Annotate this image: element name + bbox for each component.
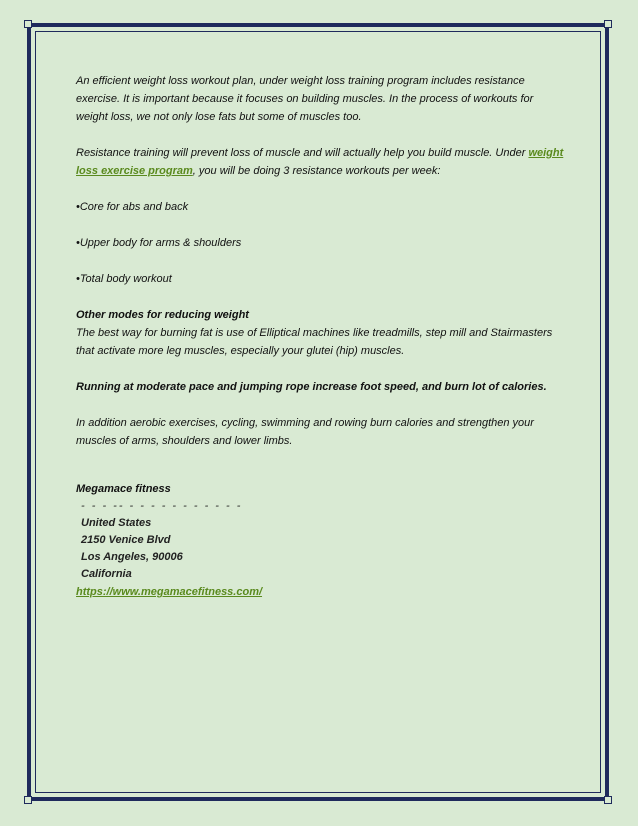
document-body [76, 72, 566, 601]
resistance-paragraph [76, 144, 566, 180]
address-line-street: 2150 Venice Blvd [81, 534, 171, 546]
resistance-text-before: Resistance training will prevent loss of muscle and will actually help you build muscle. Under [76, 147, 529, 159]
border-corner-bottom-right [604, 796, 612, 804]
intro-paragraph: An efficient weight loss workout plan, under weight loss training program includes resistance exercise. It is important because it focuses on building muscles. In the process of workouts for weight loss, we not only lose fats but some of muscles too. [76, 75, 534, 123]
address-line-country: United States [81, 517, 152, 529]
bold-statement: Running at moderate pace and jumping rope increase foot speed, and burn lot of calories. [76, 381, 547, 393]
border-corner-top-left [24, 20, 32, 28]
resistance-text-after: , you will be doing 3 resistance workouts per week: [192, 165, 441, 177]
address-divider: - - - -- - - - - - - - - - - - [81, 500, 243, 512]
address-line-state: California [81, 568, 132, 580]
border-corner-bottom-left [24, 796, 32, 804]
aerobic-paragraph: In addition aerobic exercises, cycling, swimming and rowing burn calories and strengthen your muscles of arms, shoulders and lower limbs. [76, 417, 534, 447]
weight-loss-program-link[interactable]: weight loss exercise program [76, 147, 564, 177]
border-corner-top-right [604, 20, 612, 28]
company-name: Megamace fitness [76, 483, 171, 495]
section-heading: Other modes for reducing weight [76, 309, 249, 321]
bullet-core: •Core for abs and back [76, 201, 189, 213]
bullet-total-body: •Total body workout [76, 273, 172, 285]
bullet-upper-body: •Upper body for arms & shoulders [76, 237, 242, 249]
section-body: The best way for burning fat is use of Elliptical machines like treadmills, step mill and Stairmasters that activate more leg muscles, especially your glutei (hip) muscles. [76, 327, 553, 357]
website-link[interactable]: https://www.megamacefitness.com/ [76, 586, 263, 598]
address-line-city: Los Angeles, 90006 [81, 551, 183, 563]
